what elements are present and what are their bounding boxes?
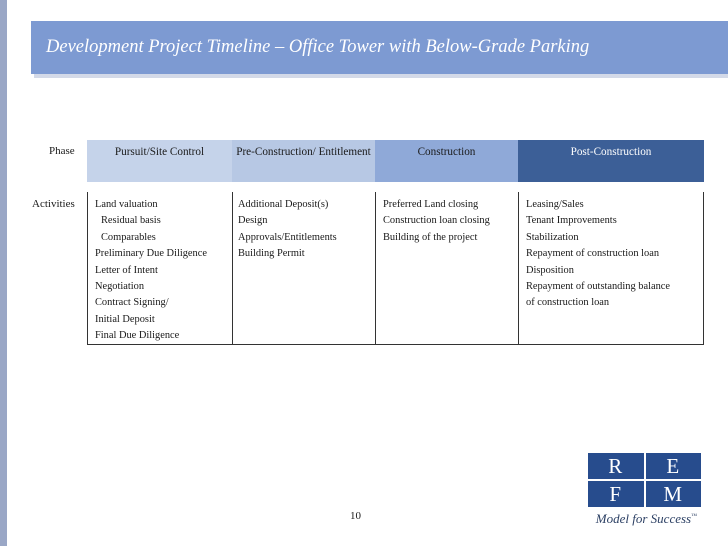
slide-title: Development Project Timeline – Office Tower with Below-Grade Parking xyxy=(46,37,590,57)
left-accent-rail xyxy=(0,0,7,546)
title-banner xyxy=(31,21,728,74)
logo-letter: M xyxy=(646,481,702,507)
activity-item: Final Due Diligence xyxy=(95,330,180,342)
page-number: 10 xyxy=(350,510,361,522)
activity-item: Additional Deposit(s) xyxy=(238,199,329,210)
trademark-symbol: ™ xyxy=(691,513,697,520)
activity-item: Preliminary Due Diligence xyxy=(95,248,207,260)
activity-item: Tenant Improvements xyxy=(526,215,617,227)
logo-tagline: Model for Success xyxy=(595,511,692,526)
activity-item: Disposition xyxy=(526,264,574,276)
column-divider xyxy=(375,192,376,345)
activity-item: Land valuation xyxy=(95,199,158,210)
activity-item: Construction loan closing xyxy=(383,215,490,227)
logo-letter: R xyxy=(588,453,644,479)
logo-tagline-wrap xyxy=(588,511,701,527)
activity-item: Building of the project xyxy=(383,231,478,243)
activity-item: Building Permit xyxy=(238,248,305,260)
activities-post-construction-list xyxy=(526,197,670,312)
column-divider xyxy=(232,192,233,345)
activity-item: Stabilization xyxy=(526,231,579,243)
activities-pursuit-list xyxy=(95,197,207,345)
column-divider xyxy=(518,192,519,345)
activity-item: Design xyxy=(238,215,268,227)
phase-header-construction: Construction xyxy=(375,140,518,182)
activity-item: Letter of Intent xyxy=(95,264,158,276)
activity-item: Preferred Land closing xyxy=(383,199,479,210)
activity-item: Leasing/Sales xyxy=(526,199,584,210)
phase-header-pursuit: Pursuit/Site Control xyxy=(87,140,232,182)
activity-item: of construction loan xyxy=(526,297,610,309)
phase-row-label: Phase xyxy=(49,145,75,157)
activity-item: Repayment of construction loan xyxy=(526,248,660,260)
activities-pre-construction-list xyxy=(238,197,337,263)
phase-header-pre-construction: Pre-Construction/ Entitlement xyxy=(232,140,375,182)
phase-header-post-construction: Post-Construction xyxy=(518,140,704,182)
logo-letter: F xyxy=(588,481,644,507)
activity-subitem: Residual basis xyxy=(101,215,161,227)
refm-logo xyxy=(588,453,701,527)
activity-item: Contract Signing/ xyxy=(95,297,169,309)
activity-item: Negotiation xyxy=(95,281,145,293)
logo-letter-grid xyxy=(588,453,701,507)
activity-item: Approvals/Entitlements xyxy=(238,231,337,243)
activities-row-label: Activities xyxy=(32,198,75,210)
activity-subitem: Comparables xyxy=(101,231,156,243)
activity-item: Initial Deposit xyxy=(95,313,155,325)
logo-letter: E xyxy=(646,453,702,479)
activities-construction-list xyxy=(383,197,490,246)
activity-item: Repayment of outstanding balance xyxy=(526,281,670,293)
